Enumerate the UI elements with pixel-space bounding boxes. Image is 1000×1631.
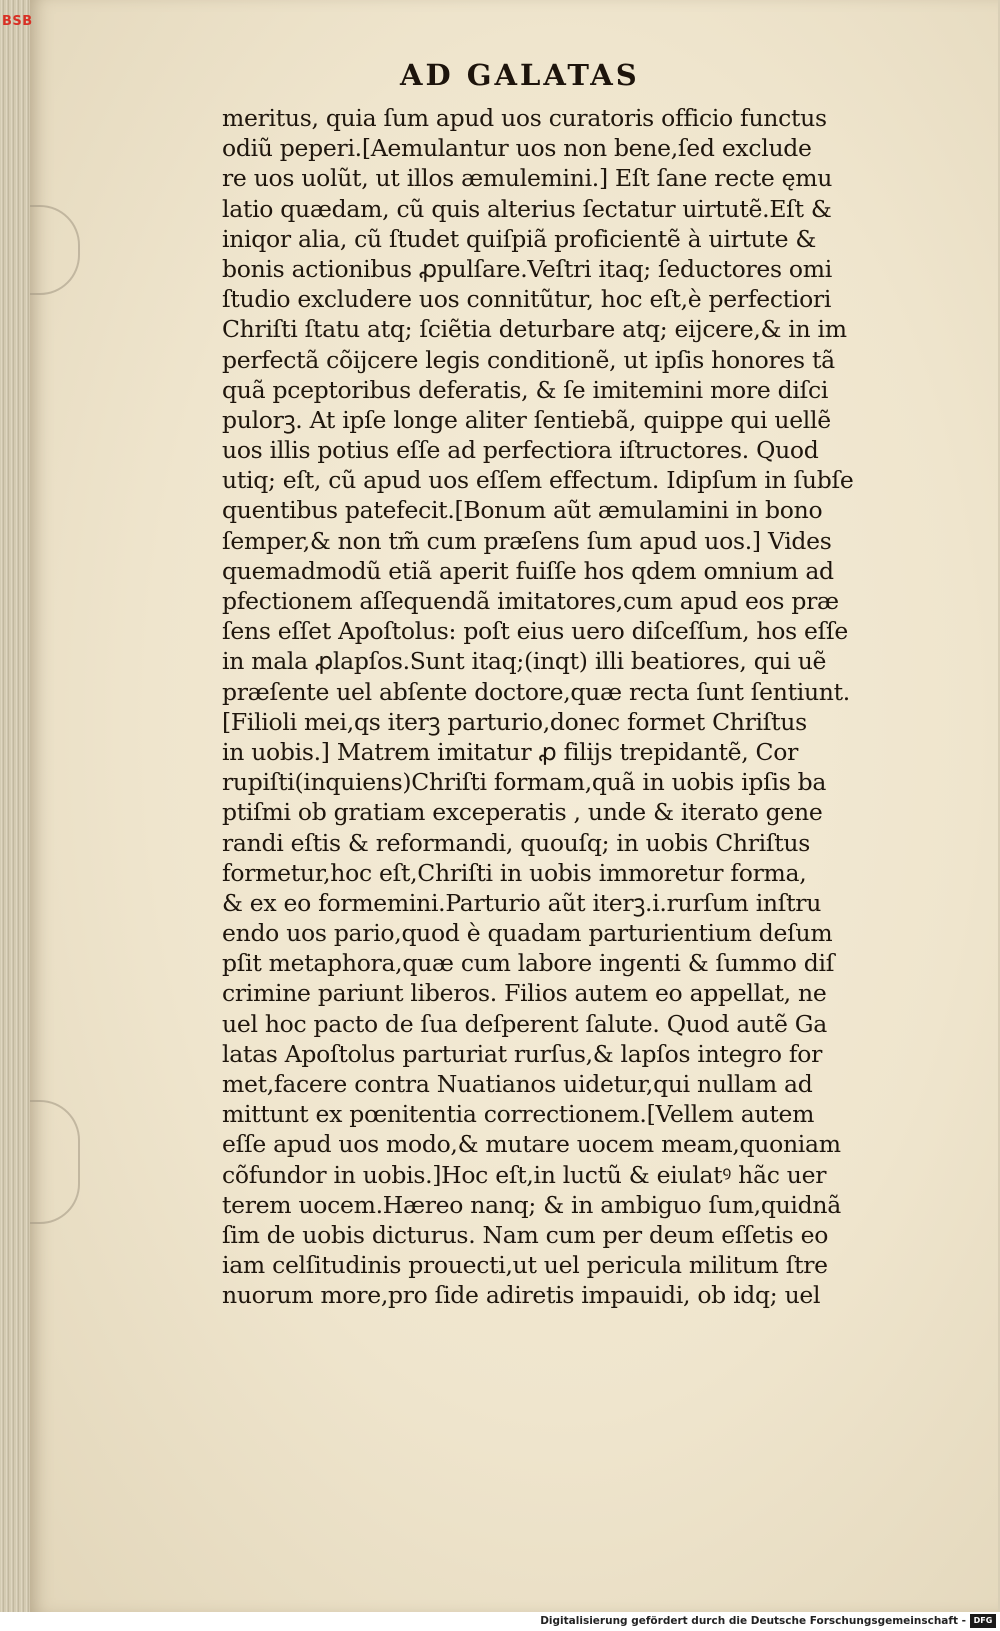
text-line: odiũ peperi.[Aemulantur uos non bene,ſed exclude [222,134,812,163]
text-line: mittunt ex pœnitentia correctionem.[Vellem autem [222,1100,815,1129]
text-line: Chriſti ſtatu atq; ſciẽtia deturbare atq; eijcere,& in im [222,315,847,344]
text-line: iam celſitudinis prouecti,ut uel pericula militum ſtre [222,1251,828,1280]
text-line: latio quædam, cũ quis alterius ſectatur uirtutẽ.Eſt & [222,194,832,223]
text-line: eſſe apud uos modo,& mutare uocem meam,quoniam [222,1130,841,1159]
text-line: endo uos pario,quod è quadam parturientium deſum [222,919,833,948]
text-line: in uobis.] Matrem imitatur ꝓ filijs trepidantẽ, Cor [222,737,799,766]
text-line: rupiſti(inquiens)Chriſti formam,quã in uobis ipſis ba [222,768,827,797]
body-text [222,103,892,1311]
page-tab-marker [30,1100,80,1224]
text-line: uos illis potius eſſe ad perfectiora iſtructores. Quod [222,436,819,465]
text-line: meritus, quia ſum apud uos curatoris officio functus [222,104,827,132]
text-line: & ex eo formemini.Parturio aũt iterꝫ.i.rurſum inſtru [222,888,822,917]
dfg-logo: DFG [970,1614,996,1628]
text-line: ptiſmi ob gratiam exceperatis , unde & iterato gene [222,798,823,827]
text-line: ſens eſſet Apoſtolus: poſt eius uero diſceſſum, hos eſſe [222,617,849,646]
text-line: re uos uolũt, ut illos æmulemini.] Eſt ſane recte ęmu [222,164,833,193]
text-line: utiq; eſt, cũ apud uos eſſem effectum. Idipſum in ſubſe [222,466,854,495]
text-line: crimine pariunt liberos. Filios autem eo appellat, ne [222,979,827,1008]
text-line: pulorꝫ. At ipſe longe aliter ſentiebã, quippe qui uellẽ [222,405,831,434]
text-line: ſemper,& non tm̃ cum præſens ſum apud uos.] Vides [222,526,832,555]
text-line: terem uocem.Hæreo nanq; & in ambiguo ſum,quidnã [222,1190,841,1219]
text-line: quã pceptoribus deferatis, & ſe imitemini more diſci [222,375,829,404]
text-line: iniqor alia, cũ ſtudet quiſpiã proficientẽ à uirtute & [222,224,817,253]
text-line: formetur,hoc eſt,Chriſti in uobis immoretur forma, [222,858,807,887]
text-line: pfectionem aſſequendã imitatores,cum apud eos præ [222,587,839,615]
text-line: uel hoc pacto de ſua deſperent ſalute. Quod autẽ Ga [222,1009,827,1038]
text-line: quemadmodũ etiã aperit fuiſſe hos qdem omnium ad [222,556,834,585]
running-head: AD GALATAS [400,58,640,92]
funding-credit: Digitalisierung gefördert durch die Deutsche Forschungsgemeinschaft - [540,1615,966,1627]
text-line: bonis actionibus ꝓpulſare.Veſtri itaq; ſeductores omi [222,254,832,283]
text-line: nuorum more,pro ſide adiretis impauidi, ob idq; uel [222,1281,821,1310]
text-line: præſente uel abſente doctore,quæ recta ſunt ſentiunt. [222,677,850,706]
text-line: in mala ꝓlapſos.Sunt itaq;(inqt) illi beatiores, qui uẽ [222,647,827,676]
text-line: pſit metaphora,quæ cum labore ingenti & ſummo diſ [222,949,835,978]
text-line: ſtudio excludere uos connitũtur, hoc eſt,è perfectiori [222,285,832,314]
text-line: ſim de uobis dicturus. Nam cum per deum eſſetis eo [222,1220,829,1249]
library-stamp: BSB [2,14,33,29]
text-line: quentibus patefecit.[Bonum aũt æmulamini in bono [222,496,823,525]
text-line: met,facere contra Nuatianos uidetur,qui nullam ad [222,1070,813,1098]
footer-bar [0,1612,1000,1631]
text-line: [Filioli mei,qs iterꝫ parturio,donec formet Chriſtus [222,707,807,736]
text-line: perfectã cõijcere legis conditionẽ, ut ipſis honores tã [222,345,835,374]
text-line: randi eſtis & reformandi, quouſq; in uobis Chriſtus [222,828,811,857]
text-line: cõfundor in uobis.]Hoc eſt,in luctũ & eiulatꝰ hãc uer [222,1160,827,1189]
text-line: latas Apoſtolus parturiat rurſus,& lapſos integro for [222,1039,823,1068]
